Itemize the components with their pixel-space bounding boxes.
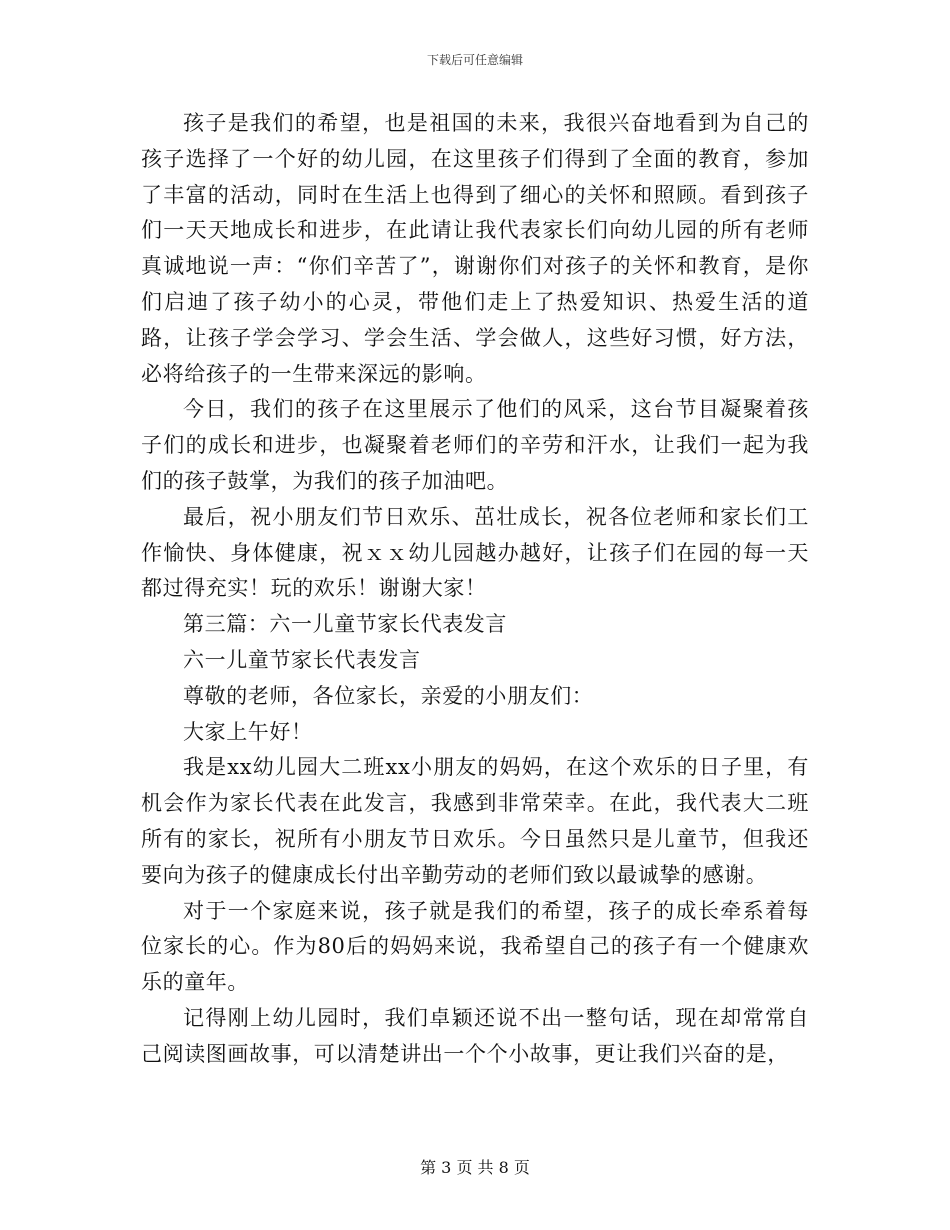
paragraph: 今日，我们的孩子在这里展示了他们的风采，这台节目凝聚着孩子们的成长和进步，也凝聚着老师们的辛劳和汗水，让我们一起为我们的孩子鼓掌，为我们的孩子加油吧。: [141, 397, 809, 493]
greeting: 大家上午好！: [183, 719, 313, 744]
paragraph: 对于一个家庭来说，孩子就是我们的希望，孩子的成长牵系着每位家长的心。作为80后的妈妈来说，我希望自己的孩子有一个健康欢乐的童年。: [141, 898, 809, 995]
page-number: 第 3 页 共 8 页: [420, 1158, 530, 1177]
paragraph: 孩子是我们的希望，也是祖国的未来，我很兴奋地看到为自己的孩子选择了一个好的幼儿园，在这里孩子们得到了全面的教育，参加了丰富的活动，同时在生活上也得到了细心的关怀和照顾。看到孩子们一天天地成长和进步，在此请让我代表家长们向幼儿园的所有老师真诚地说一声：“你们辛苦了”，谢谢你们对孩子的关怀和教育，是你们启迪了孩子幼小的心灵，带他们走上了热爱知识、热爱生活的道路，让孩子学会学习、学会生活、学会做人，这些好习惯，好方法，必将给孩子的一生带来深远的影响。: [141, 111, 809, 386]
salutation: 尊敬的老师，各位家长，亲爱的小朋友们：: [183, 683, 594, 708]
section-heading: 第三篇：六一儿童节家长代表发言: [183, 612, 507, 637]
document-body: [141, 106, 809, 1073]
paragraph: 记得刚上幼儿园时，我们卓颖还说不出一整句话，现在却常常自己阅读图画故事，可以清楚讲出一个个小故事，更让我们兴奋的是，: [141, 1005, 809, 1066]
speech-title: 六一儿童节家长代表发言: [183, 647, 421, 672]
paragraph: 我是xx幼儿园大二班xx小朋友的妈妈，在这个欢乐的日子里，有机会作为家长代表在此发言，我感到非常荣幸。在此，我代表大二班所有的家长，祝所有小朋友节日欢乐。今日虽然只是儿童节，但我还要向为孩子的健康成长付出辛勤劳动的老师们致以最诚挚的感谢。: [141, 755, 809, 887]
paragraph: 最后，祝小朋友们节日欢乐、茁壮成长，祝各位老师和家长们工作愉快、身体健康，祝ｘｘ幼儿园越办越好，让孩子们在园的每一天都过得充实！玩的欢乐！谢谢大家！: [141, 504, 809, 601]
page-header: 下载后可任意编辑: [426, 53, 523, 67]
